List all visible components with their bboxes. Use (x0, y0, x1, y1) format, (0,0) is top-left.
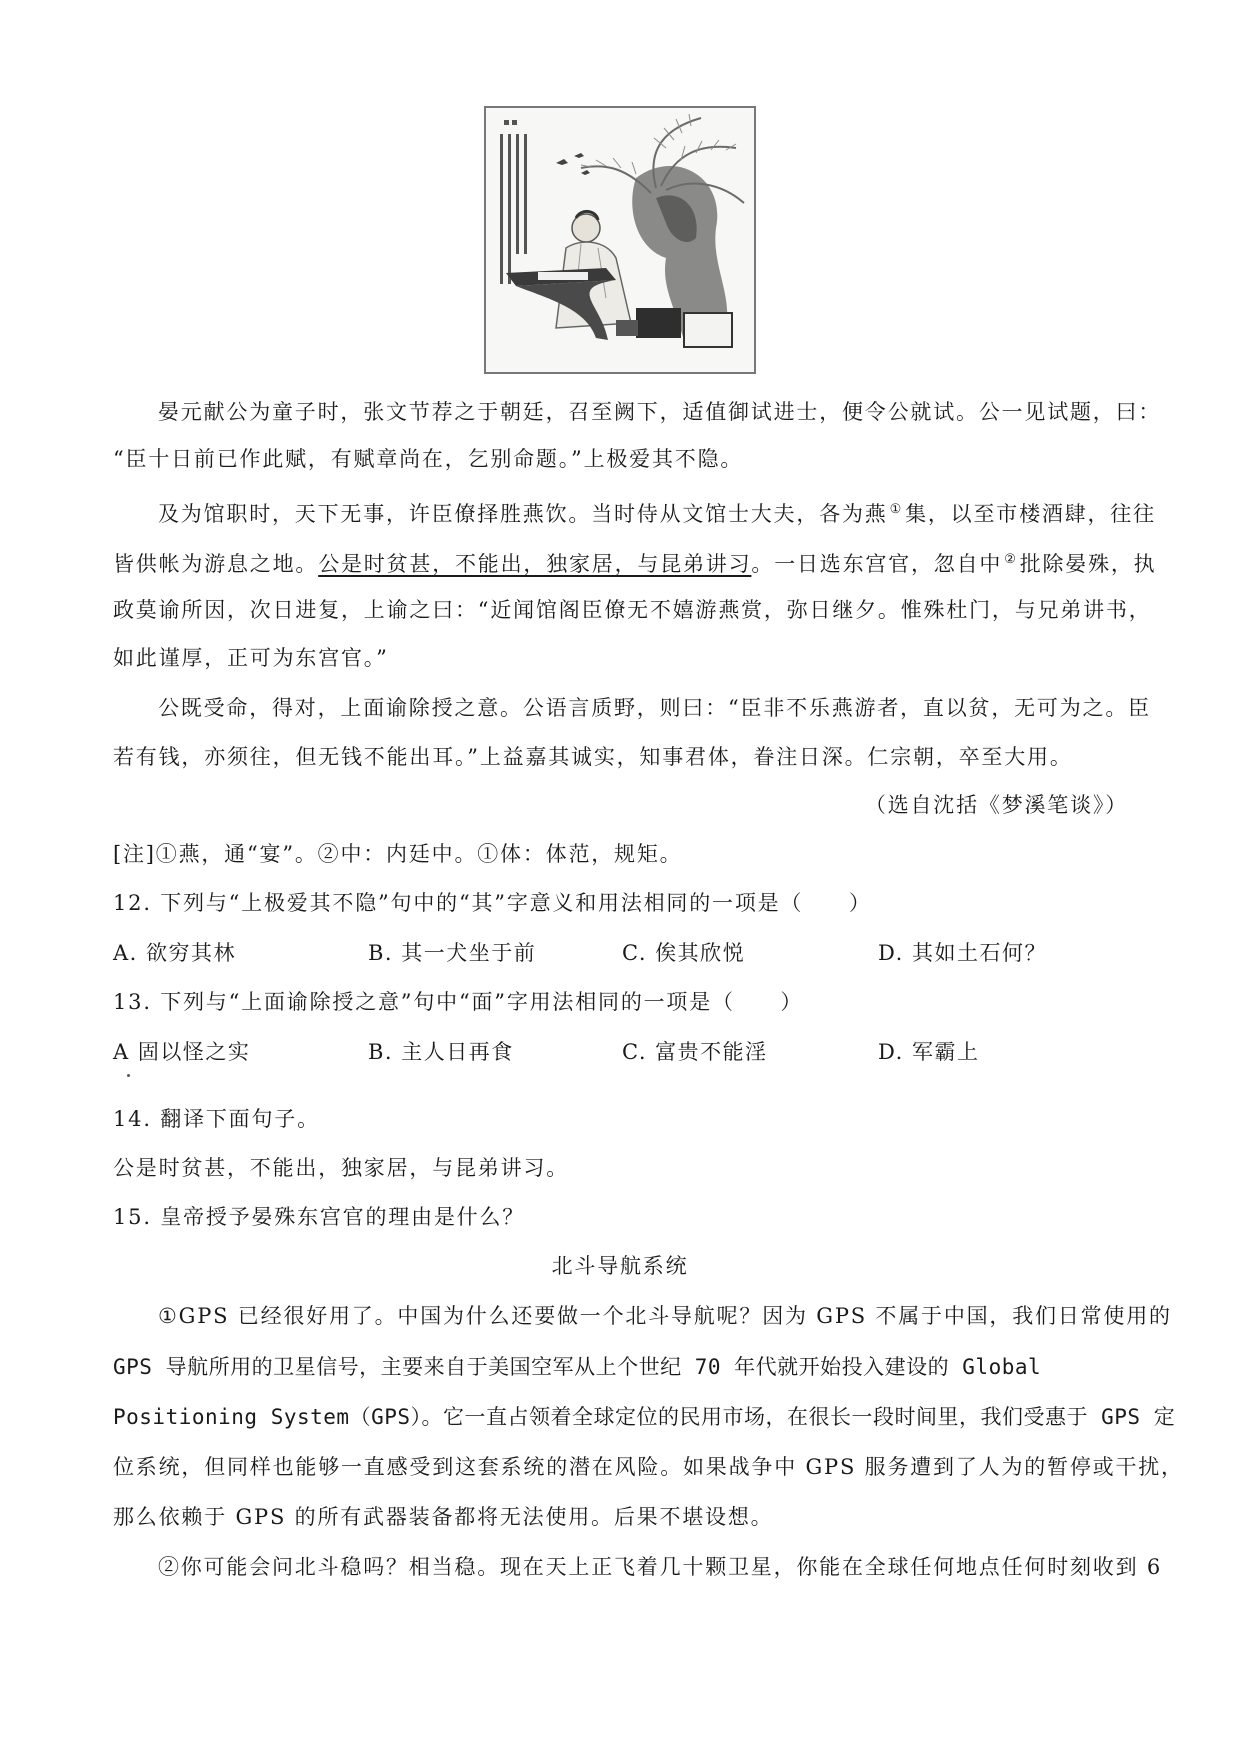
passage2-line5: 那么依赖于 GPS 的所有武器装备都将无法使用。后果不堪设想。 (113, 1505, 774, 1529)
question-12: 12. 下列与“上极爱其不隐”句中的“其”字意义和用法相同的一项是（ ） (113, 891, 872, 915)
text-segment: 。一日选东宫官，忽自中 (751, 552, 1003, 576)
underlined-sentence: 公是时贫甚，不能出，独家居，与昆弟讲习 (318, 552, 752, 576)
text-segment: 及为馆职时，天下无事，许臣僚择胜燕饮。当时侍从文馆士大夫，各为燕 (158, 502, 888, 526)
question-15: 15. 皇帝授予晏殊东宫官的理由是什么？ (113, 1205, 526, 1229)
q13-option-c: C. 富贵不能淫 (622, 1040, 768, 1064)
question-14-sentence: 公是时贫甚，不能出，独家居，与昆弟讲习。 (113, 1156, 569, 1180)
passage1-p2-line4: 如此谨厚，正可为东宫官。” (113, 646, 389, 670)
passage1-p1-line2: “臣十日前已作此赋，有赋章尚在，乞别命题。”上极爱其不隐。 (113, 447, 744, 471)
q13-option-d: D. 军霸上 (878, 1040, 980, 1064)
scholar-writing-illustration-icon (484, 106, 756, 374)
passage2-line2: GPS 导航所用的卫星信号，主要来自于美国空军从上个世纪 70 年代就开始投入建设的 Global (113, 1355, 1042, 1379)
passage1-p3-line2: 若有钱，亦须往，但无钱不能出耳。”上益嘉其诚实，知事君体，眷注日深。仁宗朝，卒至大用。 (113, 745, 1073, 769)
q12-option-c: C. 俟其欣悦 (622, 941, 746, 965)
q13-option-a: A 固以怪之实 (113, 1040, 251, 1064)
q12-option-a: A. 欲穷其林 (113, 941, 237, 965)
passage2-line4: 位系统，但同样也能够一直感受到这套系统的潜在风险。如果战争中 GPS 服务遭到了人为的暂停或干扰， (113, 1455, 1184, 1479)
passage1-source: （选自沈括《梦溪笔谈》） (864, 793, 1128, 817)
passage2-line1: ①GPS 已经很好用了。中国为什么还要做一个北斗导航呢？因为 GPS 不属于中国，我们日常使用的 (158, 1304, 1172, 1328)
question-14: 14. 翻译下面句子。 (113, 1107, 320, 1131)
passage1-p2-line1 (158, 495, 1156, 529)
passage1-p1-line1: 晏元献公为童子时，张文节荐之于朝廷，召至阙下，适值御试进士，便令公就试。公一见试题，曰： (158, 400, 1162, 424)
stray-dot (127, 1074, 130, 1077)
q12-option-b: B. 其一犬坐于前 (368, 941, 537, 965)
footnote-mark: ② (1004, 552, 1018, 567)
passage1-note: [注]①燕，通“宴”。②中：内廷中。①体：体范，规矩。 (113, 842, 683, 866)
q13-option-b: B. 主人日再食 (368, 1040, 514, 1064)
text-segment: 批除晏殊，执 (1019, 552, 1157, 576)
passage2-line3: Positioning System（GPS）。它一直占领着全球定位的民用市场，在很长一段时间里，我们受惠于 GPS 定 (113, 1405, 1176, 1429)
passage2-title: 北斗导航系统 (551, 1254, 689, 1278)
question-13: 13. 下列与“上面谕除授之意”句中“面”字用法相同的一项是（ ） (113, 990, 804, 1014)
passage1-p2-line2 (113, 545, 1157, 579)
text-segment: 集，以至市楼酒肆，往往 (905, 502, 1156, 526)
text-segment: 皆供帐为游息之地。 (113, 552, 319, 576)
passage1-p2-line3: 政莫谕所因，次日进复，上谕之曰：“近闻馆阁臣僚无不嬉游燕赏，弥日继夕。惟殊杜门，与兄弟讲书， (113, 598, 1152, 622)
footnote-mark: ① (889, 502, 904, 517)
passage1-p3-line1: 公既受命，得对，上面谕除授之意。公语言质野，则曰：“臣非不乐燕游者，直以贫，无可为之。臣 (158, 696, 1151, 720)
q12-option-d: D. 其如土石何？ (878, 941, 1047, 965)
passage2-line6: ②你可能会问北斗稳吗？相当稳。现在天上正飞着几十颗卫星，你能在全球任何地点任何时刻收到 6 (158, 1555, 1163, 1579)
